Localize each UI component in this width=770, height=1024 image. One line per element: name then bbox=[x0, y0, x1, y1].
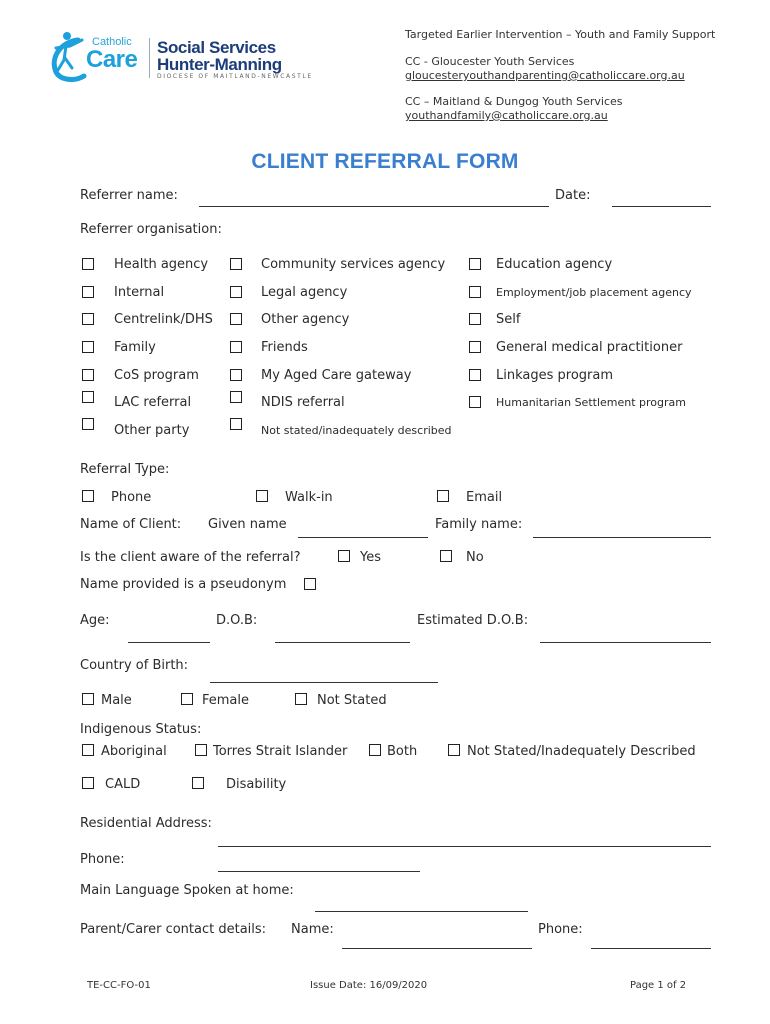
page-number: Page 1 of 2 bbox=[630, 980, 687, 991]
form-code: TE-CC-FO-01 bbox=[87, 980, 151, 991]
humanitarian-settlement-label: Humanitarian Settlement program bbox=[496, 396, 686, 409]
logo-divider bbox=[149, 38, 150, 78]
est-dob-label: Estimated D.O.B: bbox=[417, 613, 529, 628]
linkages-program-label: Linkages program bbox=[496, 368, 614, 383]
carer-label: Parent/Carer contact details: bbox=[80, 922, 267, 937]
email-referral-checkbox[interactable] bbox=[437, 490, 449, 502]
phone-referral-checkbox[interactable] bbox=[82, 490, 94, 502]
community-services-agency-checkbox[interactable] bbox=[230, 258, 242, 270]
family-name-label: Family name: bbox=[435, 517, 523, 532]
community-services-agency-label: Community services agency bbox=[261, 257, 446, 272]
lac-referral-label: LAC referral bbox=[114, 395, 192, 410]
office2-name: CC – Maitland & Dungog Youth Services bbox=[405, 95, 623, 108]
cald-checkbox[interactable] bbox=[82, 777, 94, 789]
ndis-referral-checkbox[interactable] bbox=[230, 391, 242, 403]
other-party-checkbox[interactable] bbox=[82, 418, 94, 430]
my-aged-care-label: My Aged Care gateway bbox=[261, 368, 412, 383]
ind-not-stated-label: Not Stated/Inadequately Described bbox=[467, 744, 696, 759]
country-label: Country of Birth: bbox=[80, 658, 189, 673]
phone-referral-label: Phone bbox=[111, 490, 152, 505]
est-dob-field[interactable] bbox=[540, 642, 711, 643]
disability-label: Disability bbox=[226, 777, 287, 792]
centrelink-label: Centrelink/DHS bbox=[114, 312, 213, 327]
logo-catholic-text: Catholic bbox=[92, 36, 132, 48]
logo-diocese-text: DIOCESE OF MAITLAND-NEWCASTLE bbox=[157, 73, 313, 80]
logo bbox=[46, 28, 311, 84]
education-agency-checkbox[interactable] bbox=[469, 258, 481, 270]
employment-agency-checkbox[interactable] bbox=[469, 286, 481, 298]
program-name: Targeted Earlier Intervention – Youth and Family Support bbox=[405, 28, 716, 41]
address-field[interactable] bbox=[218, 846, 711, 847]
internal-label: Internal bbox=[114, 285, 165, 300]
education-agency-label: Education agency bbox=[496, 257, 613, 272]
office2-email-link[interactable]: youthandfamily@catholiccare.org.au bbox=[405, 109, 608, 122]
other-party-label: Other party bbox=[114, 423, 190, 438]
aware-no-checkbox[interactable] bbox=[440, 550, 452, 562]
issue-date: Issue Date: 16/09/2020 bbox=[310, 980, 428, 991]
cald-label: CALD bbox=[105, 777, 141, 792]
referrer-name-label: Referrer name: bbox=[80, 188, 178, 203]
referrer-org-label: Referrer organisation: bbox=[80, 222, 222, 237]
logo-brand-line2: Hunter-Manning bbox=[157, 55, 282, 74]
male-label: Male bbox=[101, 693, 132, 708]
internal-checkbox[interactable] bbox=[82, 286, 94, 298]
other-agency-label: Other agency bbox=[261, 312, 350, 327]
logo-care-text: Care bbox=[86, 46, 138, 73]
address-label: Residential Address: bbox=[80, 816, 212, 831]
other-agency-checkbox[interactable] bbox=[230, 313, 242, 325]
referral-type-label: Referral Type: bbox=[80, 462, 170, 477]
given-name-label: Given name bbox=[208, 517, 287, 532]
walkin-referral-label: Walk-in bbox=[285, 490, 333, 505]
client-phone-field[interactable] bbox=[218, 871, 420, 872]
female-checkbox[interactable] bbox=[181, 693, 193, 705]
aware-yes-checkbox[interactable] bbox=[338, 550, 350, 562]
male-checkbox[interactable] bbox=[82, 693, 94, 705]
not-stated-gender-checkbox[interactable] bbox=[295, 693, 307, 705]
ndis-referral-label: NDIS referral bbox=[261, 395, 345, 410]
carer-name-field[interactable] bbox=[342, 948, 532, 949]
not-stated-org-checkbox[interactable] bbox=[230, 418, 242, 430]
self-label: Self bbox=[496, 312, 521, 327]
aware-yes-label: Yes bbox=[360, 550, 381, 565]
employment-agency-label: Employment/job placement agency bbox=[496, 286, 692, 299]
humanitarian-settlement-checkbox[interactable] bbox=[469, 396, 481, 408]
both-label: Both bbox=[387, 744, 418, 759]
language-field[interactable] bbox=[315, 911, 528, 912]
ind-not-stated-checkbox[interactable] bbox=[448, 744, 460, 756]
carer-name-label: Name: bbox=[291, 922, 334, 937]
client-name-label: Name of Client: bbox=[80, 517, 182, 532]
legal-agency-checkbox[interactable] bbox=[230, 286, 242, 298]
indigenous-status-label: Indigenous Status: bbox=[80, 722, 202, 737]
tsi-label: Torres Strait Islander bbox=[213, 744, 348, 759]
country-field[interactable] bbox=[210, 682, 438, 683]
centrelink-checkbox[interactable] bbox=[82, 313, 94, 325]
logo-brand-line1: Social Services bbox=[157, 38, 276, 57]
family-name-field[interactable] bbox=[533, 537, 711, 538]
family-checkbox[interactable] bbox=[82, 341, 94, 353]
not-stated-gender-label: Not Stated bbox=[317, 693, 387, 708]
office1-email-link[interactable]: gloucesteryouthandparenting@catholiccare.org.au bbox=[405, 69, 685, 82]
linkages-program-checkbox[interactable] bbox=[469, 369, 481, 381]
aware-label: Is the client aware of the referral? bbox=[80, 550, 301, 565]
gp-label: General medical practitioner bbox=[496, 340, 683, 355]
client-phone-label: Phone: bbox=[80, 852, 125, 867]
both-checkbox[interactable] bbox=[369, 744, 381, 756]
not-stated-org-label: Not stated/inadequately described bbox=[261, 424, 452, 437]
walkin-referral-checkbox[interactable] bbox=[256, 490, 268, 502]
tsi-checkbox[interactable] bbox=[195, 744, 207, 756]
lac-referral-checkbox[interactable] bbox=[82, 391, 94, 403]
age-field[interactable] bbox=[128, 642, 210, 643]
health-agency-checkbox[interactable] bbox=[82, 258, 94, 270]
form-title: CLIENT REFERRAL FORM bbox=[251, 150, 519, 173]
friends-checkbox[interactable] bbox=[230, 341, 242, 353]
aboriginal-label: Aboriginal bbox=[101, 744, 167, 759]
date-field[interactable] bbox=[612, 206, 711, 207]
disability-checkbox[interactable] bbox=[192, 777, 204, 789]
gp-checkbox[interactable] bbox=[469, 341, 481, 353]
dob-field[interactable] bbox=[275, 642, 410, 643]
referrer-name-field[interactable] bbox=[199, 206, 549, 207]
family-label: Family bbox=[114, 340, 156, 355]
friends-label: Friends bbox=[261, 340, 308, 355]
pseudonym-checkbox[interactable] bbox=[304, 578, 316, 590]
health-agency-label: Health agency bbox=[114, 257, 209, 272]
dob-label: D.O.B: bbox=[216, 613, 258, 628]
my-aged-care-checkbox[interactable] bbox=[230, 369, 242, 381]
date-label: Date: bbox=[555, 188, 591, 203]
cos-program-label: CoS program bbox=[114, 368, 199, 383]
email-referral-label: Email bbox=[466, 490, 503, 505]
pseudonym-label: Name provided is a pseudonym bbox=[80, 577, 287, 592]
age-label: Age: bbox=[80, 613, 110, 628]
cos-program-checkbox[interactable] bbox=[82, 369, 94, 381]
given-name-field[interactable] bbox=[298, 537, 428, 538]
female-label: Female bbox=[202, 693, 250, 708]
carer-phone-label: Phone: bbox=[538, 922, 583, 937]
legal-agency-label: Legal agency bbox=[261, 285, 348, 300]
aware-no-label: No bbox=[466, 550, 484, 565]
language-label: Main Language Spoken at home: bbox=[80, 883, 294, 898]
self-checkbox[interactable] bbox=[469, 313, 481, 325]
carer-phone-field[interactable] bbox=[591, 948, 711, 949]
office1-name: CC - Gloucester Youth Services bbox=[405, 55, 575, 68]
aboriginal-checkbox[interactable] bbox=[82, 744, 94, 756]
